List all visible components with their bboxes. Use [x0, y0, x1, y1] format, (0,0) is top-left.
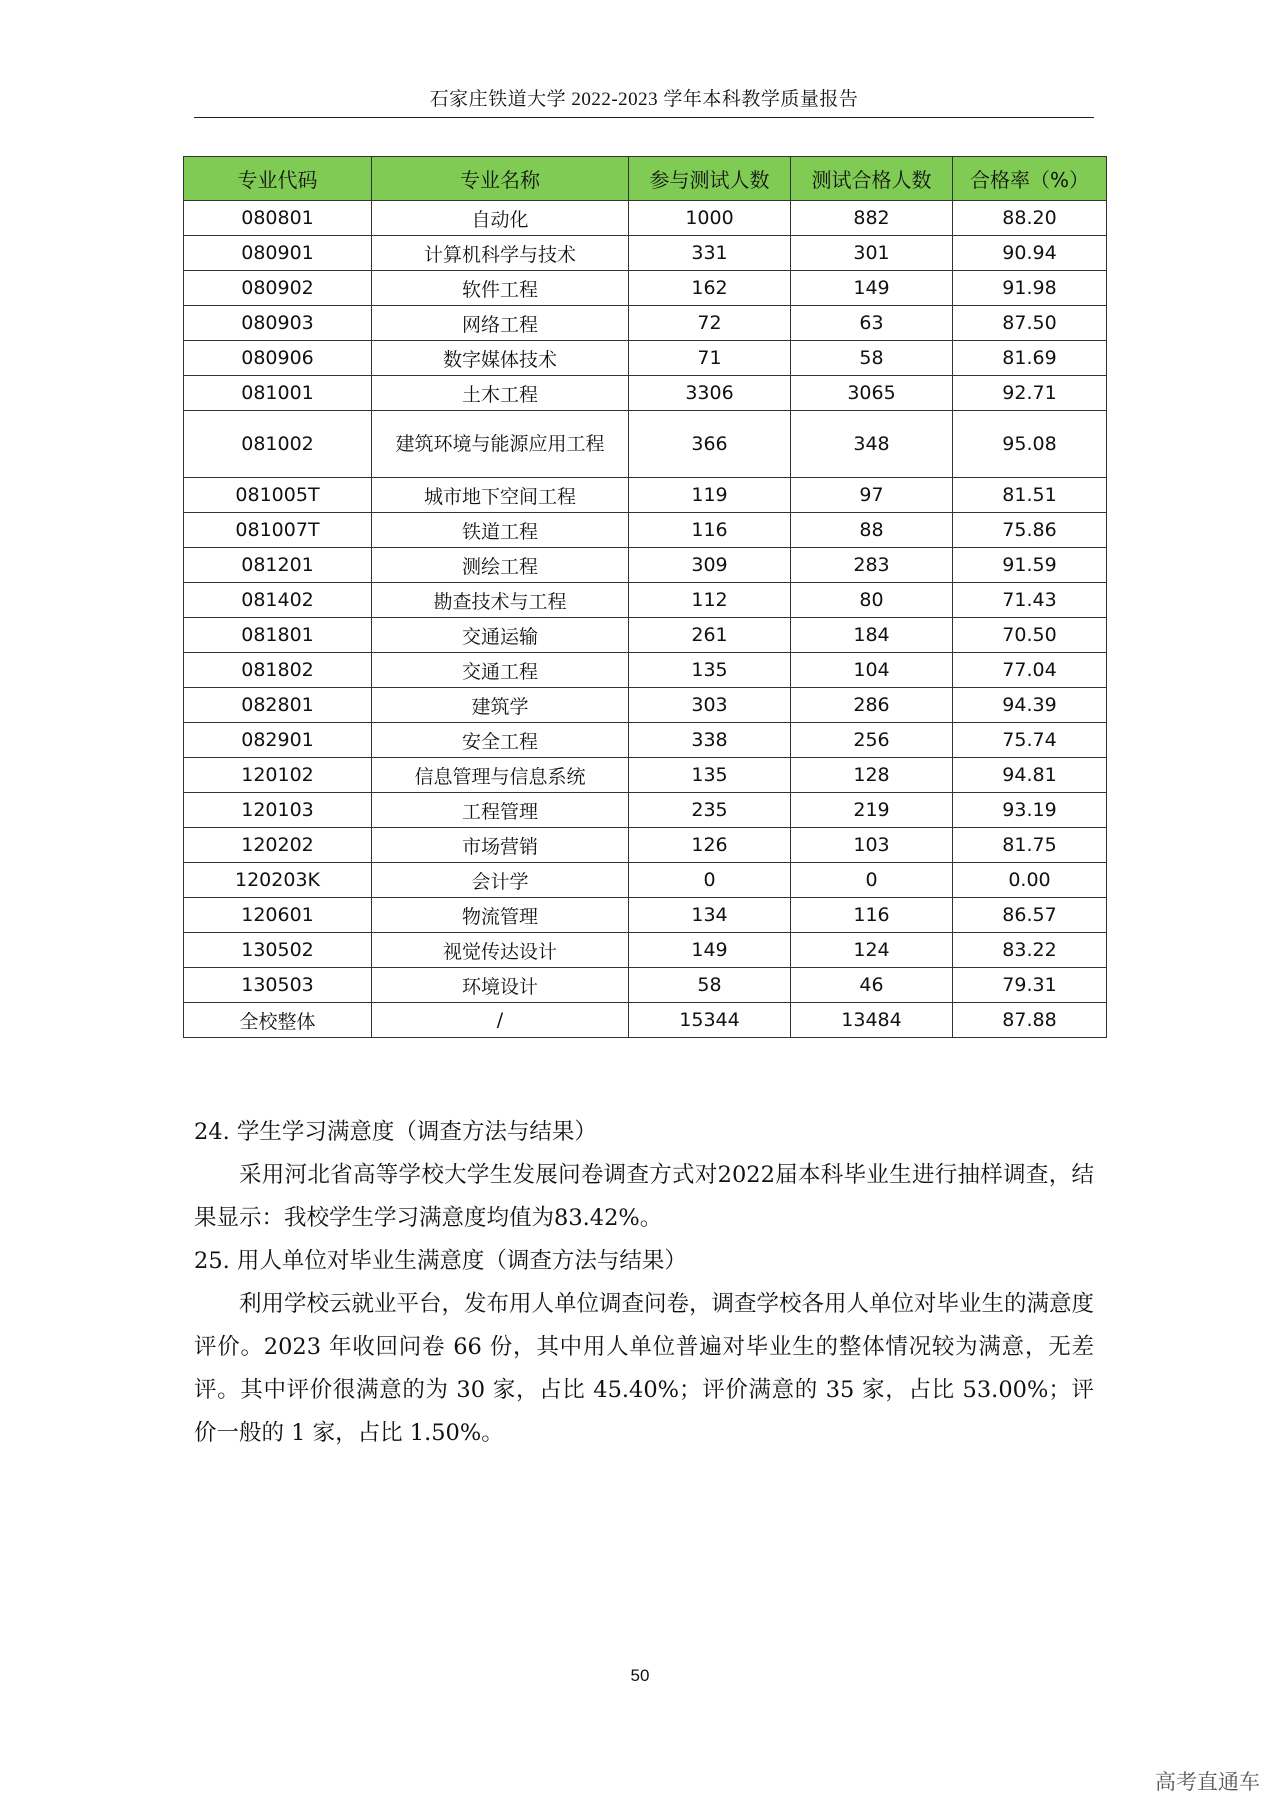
cell-name: 安全工程	[372, 723, 629, 758]
cell-participants: 15344	[629, 1003, 791, 1038]
cell-participants: 0	[629, 863, 791, 898]
table-row	[184, 618, 1107, 653]
cell-participants: 1000	[629, 201, 791, 236]
cell-passed: 128	[791, 758, 953, 793]
cell-passed: 63	[791, 306, 953, 341]
cell-participants: 126	[629, 828, 791, 863]
cell-participants: 303	[629, 688, 791, 723]
cell-code: 081002	[184, 411, 372, 478]
cell-rate: 0.00	[953, 863, 1107, 898]
table-row	[184, 583, 1107, 618]
cell-rate: 81.75	[953, 828, 1107, 863]
cell-rate: 91.98	[953, 271, 1107, 306]
cell-participants: 338	[629, 723, 791, 758]
table-row	[184, 758, 1107, 793]
page-header-title: 石家庄铁道大学 2022-2023 学年本科教学质量报告	[429, 89, 859, 110]
cell-participants: 309	[629, 548, 791, 583]
cell-participants: 119	[629, 478, 791, 513]
cell-name: 市场营销	[372, 828, 629, 863]
cell-rate: 92.71	[953, 376, 1107, 411]
section-paragraph: 采用河北省高等学校大学生发展问卷调查方式对2022届本科毕业生进行抽样调查，结果显示：我校学生学习满意度均值为83.42%。	[194, 1162, 1094, 1231]
cell-code: 130502	[184, 933, 372, 968]
cell-code: 081801	[184, 618, 372, 653]
cell-participants: 116	[629, 513, 791, 548]
table-row-total	[184, 1003, 1107, 1038]
cell-rate: 75.74	[953, 723, 1107, 758]
cell-code: 081402	[184, 583, 372, 618]
section-heading: 25. 用人单位对毕业生满意度（调查方法与结果）	[194, 1248, 687, 1274]
cell-rate: 94.81	[953, 758, 1107, 793]
cell-code: 080801	[184, 201, 372, 236]
cell-passed: 58	[791, 341, 953, 376]
section-student-satisfaction	[194, 1111, 1094, 1240]
cell-code: 081005T	[184, 478, 372, 513]
cell-rate: 94.39	[953, 688, 1107, 723]
cell-code: 120601	[184, 898, 372, 933]
table-row	[184, 793, 1107, 828]
cell-name: 自动化	[372, 201, 629, 236]
cell-participants: 134	[629, 898, 791, 933]
table-row	[184, 306, 1107, 341]
cell-rate: 83.22	[953, 933, 1107, 968]
cell-passed: 103	[791, 828, 953, 863]
cell-name: /	[372, 1003, 629, 1038]
cell-rate: 81.51	[953, 478, 1107, 513]
cell-name: 建筑学	[372, 688, 629, 723]
table-row	[184, 688, 1107, 723]
cell-passed: 124	[791, 933, 953, 968]
cell-participants: 71	[629, 341, 791, 376]
cell-name: 数字媒体技术	[372, 341, 629, 376]
cell-code: 081007T	[184, 513, 372, 548]
cell-participants: 261	[629, 618, 791, 653]
cell-participants: 162	[629, 271, 791, 306]
header-divider	[194, 117, 1094, 118]
cell-rate: 71.43	[953, 583, 1107, 618]
cell-participants: 58	[629, 968, 791, 1003]
cell-passed: 80	[791, 583, 953, 618]
table-row	[184, 653, 1107, 688]
table-row	[184, 201, 1107, 236]
cell-rate: 79.31	[953, 968, 1107, 1003]
column-header-rate: 合格率（%）	[953, 157, 1107, 201]
column-header-participants: 参与测试人数	[629, 157, 791, 201]
cell-participants: 112	[629, 583, 791, 618]
cell-name: 交通工程	[372, 653, 629, 688]
cell-code: 120103	[184, 793, 372, 828]
cell-name: 软件工程	[372, 271, 629, 306]
cell-participants: 135	[629, 653, 791, 688]
cell-code: 120202	[184, 828, 372, 863]
cell-rate: 90.94	[953, 236, 1107, 271]
table-row	[184, 933, 1107, 968]
cell-passed: 283	[791, 548, 953, 583]
cell-rate: 77.04	[953, 653, 1107, 688]
cell-rate: 95.08	[953, 411, 1107, 478]
table-row	[184, 376, 1107, 411]
cell-name: 工程管理	[372, 793, 629, 828]
cell-passed: 882	[791, 201, 953, 236]
section-employer-satisfaction	[194, 1240, 1094, 1455]
table-row	[184, 411, 1107, 478]
cell-code: 全校整体	[184, 1003, 372, 1038]
table-row	[184, 271, 1107, 306]
cell-name: 物流管理	[372, 898, 629, 933]
table-row	[184, 898, 1107, 933]
cell-code: 080906	[184, 341, 372, 376]
cell-code: 082901	[184, 723, 372, 758]
cell-participants: 149	[629, 933, 791, 968]
cell-passed: 97	[791, 478, 953, 513]
cell-name: 网络工程	[372, 306, 629, 341]
cell-code: 081201	[184, 548, 372, 583]
page-number: 50	[630, 1666, 650, 1685]
watermark: 高考直通车	[1155, 1770, 1260, 1794]
cell-rate: 87.88	[953, 1003, 1107, 1038]
cell-participants: 135	[629, 758, 791, 793]
table-row	[184, 723, 1107, 758]
cell-passed: 256	[791, 723, 953, 758]
cell-passed: 116	[791, 898, 953, 933]
cell-code: 081001	[184, 376, 372, 411]
cell-rate: 88.20	[953, 201, 1107, 236]
cell-code: 120102	[184, 758, 372, 793]
cell-rate: 91.59	[953, 548, 1107, 583]
table-row	[184, 968, 1107, 1003]
table-row	[184, 828, 1107, 863]
cell-name: 铁道工程	[372, 513, 629, 548]
cell-passed: 149	[791, 271, 953, 306]
cell-passed: 184	[791, 618, 953, 653]
cell-name: 交通运输	[372, 618, 629, 653]
table-row	[184, 863, 1107, 898]
cell-name: 信息管理与信息系统	[372, 758, 629, 793]
cell-name: 环境设计	[372, 968, 629, 1003]
table-row	[184, 236, 1107, 271]
cell-participants: 331	[629, 236, 791, 271]
cell-code: 080903	[184, 306, 372, 341]
cell-code: 082801	[184, 688, 372, 723]
cell-participants: 72	[629, 306, 791, 341]
table-row	[184, 341, 1107, 376]
cell-rate: 81.69	[953, 341, 1107, 376]
cell-code: 080901	[184, 236, 372, 271]
pass-rate-table	[183, 156, 1107, 1038]
cell-rate: 93.19	[953, 793, 1107, 828]
cell-passed: 88	[791, 513, 953, 548]
cell-name: 城市地下空间工程	[372, 478, 629, 513]
cell-passed: 104	[791, 653, 953, 688]
cell-passed: 3065	[791, 376, 953, 411]
cell-rate: 75.86	[953, 513, 1107, 548]
cell-code: 130503	[184, 968, 372, 1003]
section-heading: 24. 学生学习满意度（调查方法与结果）	[194, 1119, 597, 1145]
cell-name: 建筑环境与能源应用工程	[372, 411, 629, 478]
cell-code: 120203K	[184, 863, 372, 898]
cell-passed: 348	[791, 411, 953, 478]
cell-passed: 301	[791, 236, 953, 271]
cell-passed: 219	[791, 793, 953, 828]
cell-passed: 46	[791, 968, 953, 1003]
column-header-code: 专业代码	[184, 157, 372, 201]
table-row	[184, 548, 1107, 583]
section-paragraph: 利用学校云就业平台，发布用人单位调查问卷，调查学校各用人单位对毕业生的满意度评价。2023 年收回问卷 66 份，其中用人单位普遍对毕业生的整体情况较为满意，无差评。其中评价很满意的为 30 家，占比 45.40%；评价满意的 35 家，占比 53.00%；评价一般的 1 家，占比 1.50%。	[194, 1291, 1095, 1446]
table-header-row	[184, 157, 1107, 201]
cell-code: 080902	[184, 271, 372, 306]
cell-participants: 366	[629, 411, 791, 478]
cell-rate: 70.50	[953, 618, 1107, 653]
cell-participants: 235	[629, 793, 791, 828]
cell-participants: 3306	[629, 376, 791, 411]
cell-name: 勘查技术与工程	[372, 583, 629, 618]
table-row	[184, 513, 1107, 548]
cell-passed: 13484	[791, 1003, 953, 1038]
column-header-name: 专业名称	[372, 157, 629, 201]
cell-rate: 86.57	[953, 898, 1107, 933]
cell-passed: 286	[791, 688, 953, 723]
column-header-passed: 测试合格人数	[791, 157, 953, 201]
cell-name: 计算机科学与技术	[372, 236, 629, 271]
cell-name: 会计学	[372, 863, 629, 898]
cell-name: 视觉传达设计	[372, 933, 629, 968]
table-row	[184, 478, 1107, 513]
cell-rate: 87.50	[953, 306, 1107, 341]
cell-passed: 0	[791, 863, 953, 898]
cell-name: 土木工程	[372, 376, 629, 411]
cell-name: 测绘工程	[372, 548, 629, 583]
cell-code: 081802	[184, 653, 372, 688]
